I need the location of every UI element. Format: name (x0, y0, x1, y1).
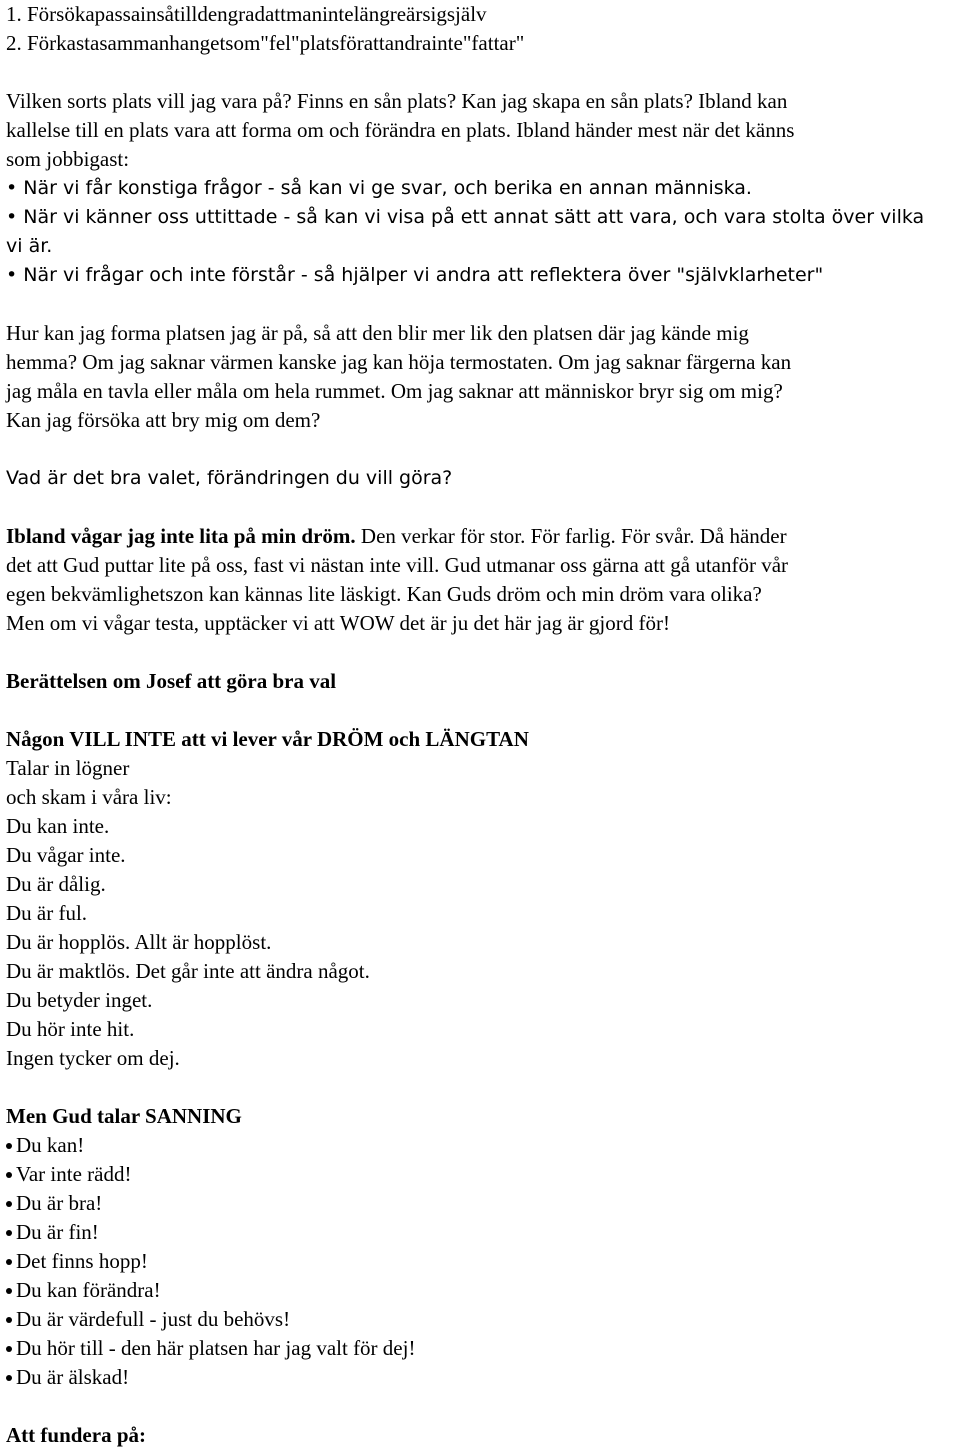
heading-sanning: Men Gud talar SANNING (6, 1104, 242, 1128)
truth-item (6, 1247, 960, 1276)
lie-line: och skam i våra liv: (6, 785, 172, 809)
truth-text: Du hör till - den här platsen har jag valt för dej! (16, 1336, 416, 1360)
drom-line: Men om vi vågar testa, upptäcker vi att WOW det är ju det här jag är gjord för! (6, 611, 670, 635)
sans-bullet-item: • När vi frågar och inte förstår - så hjälper vi andra att reflektera över "självklarheter" (6, 264, 824, 286)
truth-item (6, 1131, 960, 1160)
truth-text: Du kan! (16, 1133, 85, 1157)
truth-item (6, 1218, 960, 1247)
intro-paragraph (6, 87, 960, 174)
bullet-dot-icon (6, 1375, 12, 1381)
drom-bold-start: Ibland vågar jag inte lita på min dröm. (6, 524, 356, 548)
truths-list (6, 1131, 960, 1392)
lie-line: Du betyder inget. (6, 988, 153, 1012)
truth-text: Du är fin! (16, 1220, 99, 1244)
lie-line: Talar in lögner (6, 756, 130, 780)
drom-paragraph (6, 522, 960, 638)
numbered-list (6, 0, 960, 58)
heading-josef: Berättelsen om Josef att göra bra val (6, 669, 337, 693)
lie-line: Du är hopplös. Allt är hopplöst. (6, 930, 272, 954)
truth-text: Var inte rädd! (16, 1162, 132, 1186)
lie-line: Du är ful. (6, 901, 88, 925)
drom-line (6, 522, 960, 551)
truth-item (6, 1276, 960, 1305)
truth-item (6, 1189, 960, 1218)
forma-paragraph (6, 319, 960, 435)
truth-item (6, 1334, 960, 1363)
truth-text: Du är värdefull - just du behövs! (16, 1307, 291, 1331)
drom-line: det att Gud puttar lite på oss, fast vi nästan inte vill. Gud utmanar oss gärna att gå utanför vår (6, 553, 789, 577)
valet-question (6, 464, 960, 493)
heading-vill-inte: Någon VILL INTE att vi lever vår DRÖM och LÄNGTAN (6, 727, 529, 751)
bullet-dot-icon (6, 1201, 12, 1207)
bullet-dot-icon (6, 1172, 12, 1178)
sans-bullet-list (6, 174, 960, 290)
bullet-dot-icon (6, 1143, 12, 1149)
numbered-item: 1. Försökapassainsåtilldengradattmanintelängreärsigsjälv (6, 2, 487, 26)
intro-line: som jobbigast: (6, 147, 130, 171)
lie-line: Du är dålig. (6, 872, 106, 896)
sans-bullet-item: • När vi känner oss uttittade - så kan vi visa på ett annat sätt att vara, och vara stolta över vilka (6, 206, 925, 228)
bullet-dot-icon (6, 1230, 12, 1236)
lie-line: Ingen tycker om dej. (6, 1046, 180, 1070)
drom-line: egen bekvämlighetszon kan kännas lite läskigt. Kan Guds dröm och min dröm vara olika? (6, 582, 762, 606)
bullet-dot-icon (6, 1288, 12, 1294)
intro-line: kallelse till en plats vara att forma om och förändra en plats. Ibland händer mest när det känns (6, 118, 795, 142)
bullet-dot-icon (6, 1346, 12, 1352)
forma-line: hemma? Om jag saknar värmen kanske jag kan höja termostaten. Om jag saknar färgerna kan (6, 350, 792, 374)
sans-bullet-item: vi är. (6, 235, 53, 257)
valet-line: Vad är det bra valet, förändringen du vill göra? (6, 467, 453, 489)
bullet-dot-icon (6, 1259, 12, 1265)
truth-item (6, 1305, 960, 1334)
lies-list (6, 754, 960, 1073)
heading-fundera: Att fundera på: (6, 1423, 146, 1447)
intro-line: Vilken sorts plats vill jag vara på? Finns en sån plats? Kan jag skapa en sån plats? Ibland kan (6, 89, 788, 113)
truth-text: Det finns hopp! (16, 1249, 148, 1273)
truth-text: Du är älskad! (16, 1365, 130, 1389)
forma-line: Kan jag försöka att bry mig om dem? (6, 408, 321, 432)
sans-bullet-item: • När vi får konstiga frågor - så kan vi ge svar, och berika en annan människa. (6, 177, 752, 199)
truth-item (6, 1363, 960, 1392)
truth-text: Du är bra! (16, 1191, 103, 1215)
bullet-dot-icon (6, 1317, 12, 1323)
lie-line: Du hör inte hit. (6, 1017, 135, 1041)
truth-text: Du kan förändra! (16, 1278, 161, 1302)
lie-line: Du kan inte. (6, 814, 110, 838)
forma-line: jag måla en tavla eller måla om hela rummet. Om jag saknar att människor bryr sig om mig? (6, 379, 783, 403)
drom-line-rest: Den verkar för stor. För farlig. För svår. Då händer (355, 524, 787, 548)
lie-line: Du vågar inte. (6, 843, 126, 867)
numbered-item: 2. Förkastasammanhangetsom"fel"platsförattandrainte"fattar" (6, 31, 525, 55)
forma-line: Hur kan jag forma platsen jag är på, så att den blir mer lik den platsen där jag kände mig (6, 321, 749, 345)
truth-item (6, 1160, 960, 1189)
lie-line: Du är maktlös. Det går inte att ändra något. (6, 959, 370, 983)
